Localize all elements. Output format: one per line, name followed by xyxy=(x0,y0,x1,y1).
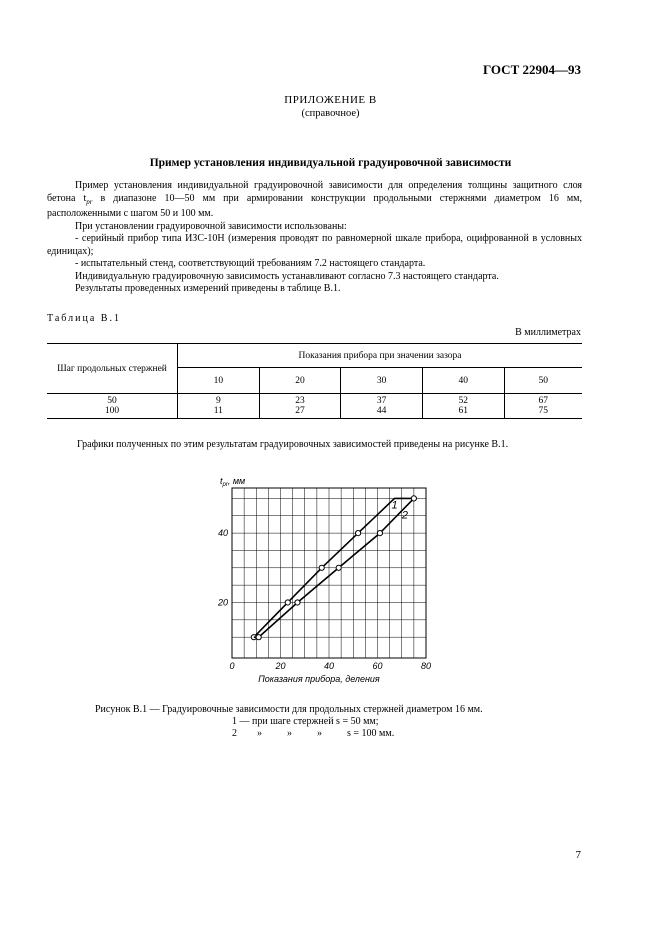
data-point xyxy=(356,531,361,536)
x-tick-label: 40 xyxy=(323,661,335,671)
table-cell: 23 xyxy=(259,394,341,407)
paragraph-6: Результаты проведенных измерений приведены в таблице В.1. xyxy=(75,283,341,294)
x-tick-label: 20 xyxy=(275,661,286,671)
graph-reference-text: Графики полученных по этим результатам градуировочных зависимостей приведены на рисунке В.1. xyxy=(77,439,509,450)
appendix-title: ПРИЛОЖЕНИЕ В xyxy=(284,94,377,106)
table-cell: 11 xyxy=(178,406,260,419)
paragraph-3: - серийный прибор типа ИЗС-10Н (измерения проводят по равномерной шкале прибора, оцифрованной в условных единицах); xyxy=(47,233,582,257)
figure-legend-2-text: s = 100 мм. xyxy=(347,728,395,739)
data-point xyxy=(319,565,324,570)
x-tick-label: 80 xyxy=(420,661,432,671)
table-column-header: 50 xyxy=(504,368,582,394)
figure-legend-2: 2 xyxy=(232,728,237,739)
ditto-mark: » xyxy=(257,728,262,739)
body-text xyxy=(47,180,582,296)
y-tick-label: 20 xyxy=(217,597,228,608)
x-tick-label: 60 xyxy=(372,661,383,671)
table-column-header: 10 xyxy=(178,368,260,394)
table-cell: 61 xyxy=(422,406,504,419)
data-point xyxy=(256,635,261,640)
y-axis-label: $t_{pr}$, мм xyxy=(220,476,246,488)
table-column-header: 20 xyxy=(259,368,341,394)
document-header: ГОСТ 22904—93 xyxy=(482,62,581,77)
data-point xyxy=(336,565,341,570)
table-cell: 75 xyxy=(504,406,582,419)
table-cell: 9 xyxy=(178,394,260,407)
paragraph-4: - испытательный стенд, соответствующий требованиям 7.2 настоящего стандарта. xyxy=(75,258,426,269)
table-cell: 67 xyxy=(538,396,549,406)
table-column-header: 40 xyxy=(422,368,504,394)
x-tick-label: 0 xyxy=(229,661,235,671)
section-title: Пример установления индивидуальной градуировочной зависимости xyxy=(149,157,512,169)
ditto-mark: » xyxy=(287,728,292,739)
table-row xyxy=(47,394,582,407)
table-cell-step: 50 xyxy=(47,394,178,407)
x-axis-label: Показания прибора, деления xyxy=(258,674,380,684)
paragraph-5: Индивидуальную градуировочную зависимость устанавливают согласно 7.3 настоящего стандарта. xyxy=(75,270,499,282)
data-point xyxy=(285,600,290,605)
table-units: В миллиметрах xyxy=(515,327,581,338)
series-label: 2 xyxy=(401,509,408,522)
data-point xyxy=(377,531,382,536)
figure-caption: Рисунок В.1 — Градуировочные зависимости для продольных стержней диаметром 16 мм. xyxy=(95,704,483,715)
figure-legend-1: 1 — при шаге стержней s = 50 мм; xyxy=(232,716,379,727)
series-label: 1 xyxy=(391,499,398,512)
table-row-header: Шаг продольных стержней xyxy=(47,344,178,394)
ditto-mark: » xyxy=(317,728,322,739)
table-caption: Таблица В.1 xyxy=(47,313,121,324)
table-cell: 52 xyxy=(422,394,504,407)
paragraph-2: При установлении градуировочной зависимости использованы: xyxy=(75,220,347,232)
y-tick-label: 40 xyxy=(217,528,228,539)
table-cell: 27 xyxy=(259,406,341,419)
paragraph-1: Пример установления индивидуальной градуировочной зависимости для определения толщины защитного слоя бетона $t_{pr}$ в диапазоне 10—50 мм при армировании конструкции продольными стержнями диаметром 16 мм, расположенными с шагом 50 и 100 мм. xyxy=(47,180,583,219)
data-point xyxy=(411,496,416,501)
table-cell-step: 100 xyxy=(47,406,178,419)
results-table xyxy=(47,343,582,419)
page-number: 7 xyxy=(575,849,581,861)
table-group-header: Показания прибора при значении зазора xyxy=(178,344,583,368)
table-cell: 44 xyxy=(341,406,423,419)
table-column-header: 30 xyxy=(341,368,423,394)
data-point xyxy=(295,600,300,605)
table-row xyxy=(47,406,582,419)
table-cell: 37 xyxy=(341,394,423,407)
calibration-chart xyxy=(180,470,460,690)
appendix-note: (справочное) xyxy=(301,108,360,119)
